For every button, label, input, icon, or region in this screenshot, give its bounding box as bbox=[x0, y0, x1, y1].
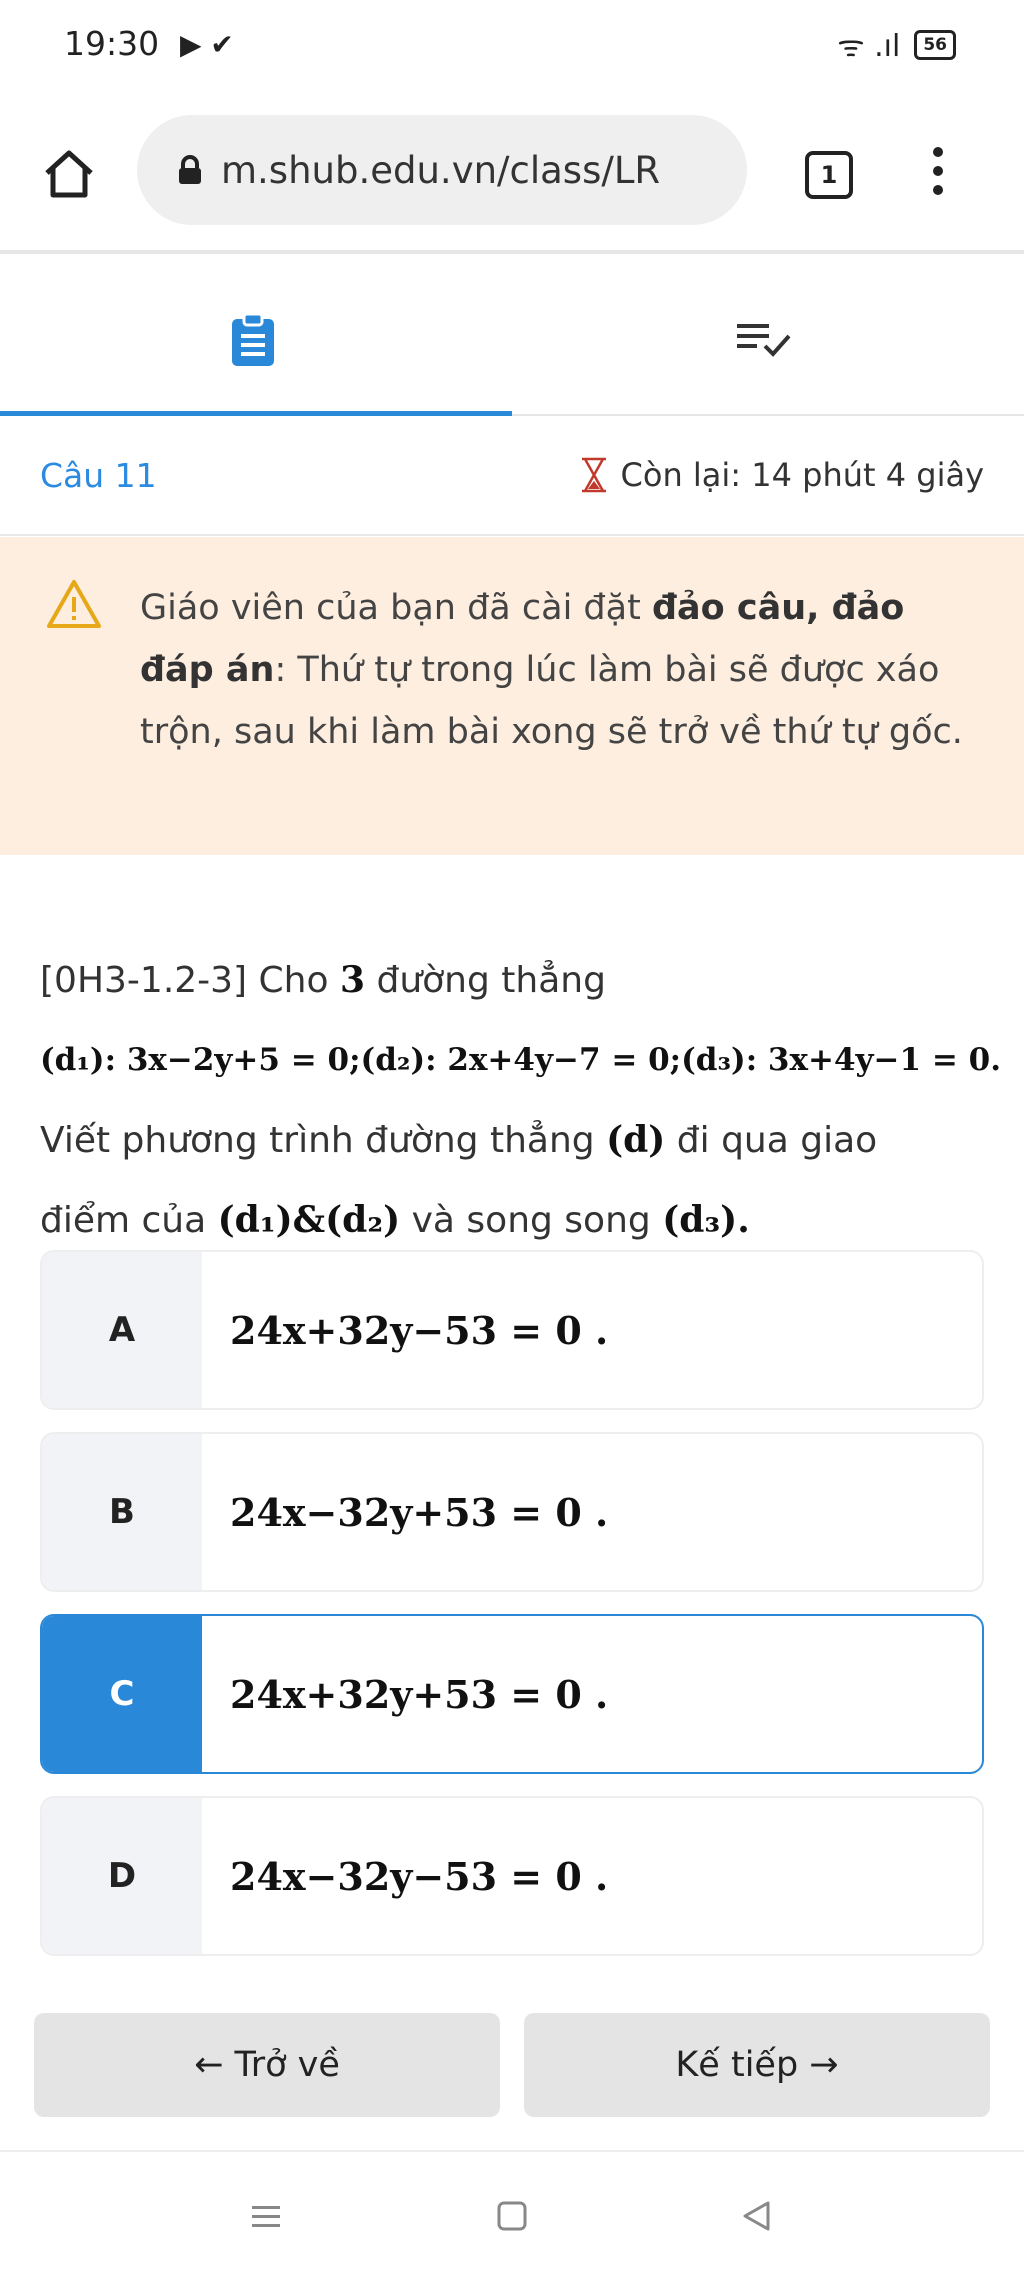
url-text: m.shub.edu.vn/class/LR bbox=[221, 148, 661, 192]
option-letter: C bbox=[42, 1616, 202, 1772]
question-text bbox=[40, 940, 1000, 1260]
url-field[interactable] bbox=[137, 115, 747, 225]
question-text-4: điểm của bbox=[40, 1200, 218, 1241]
question-intro-end: đường thẳng bbox=[365, 960, 606, 1001]
option-letter: B bbox=[42, 1434, 202, 1590]
option-answer: 24x+32y+53 = 0 . bbox=[230, 1671, 609, 1717]
question-d: (d) bbox=[606, 1119, 666, 1161]
question-text-5: và song song bbox=[400, 1200, 663, 1241]
option-answer: 24x+32y−53 = 0 . bbox=[230, 1307, 609, 1353]
next-button[interactable]: Kế tiếp → bbox=[524, 2013, 990, 2117]
system-nav-bar bbox=[0, 2150, 1024, 2278]
shuffle-notice bbox=[0, 537, 1024, 855]
timer-text: Còn lại: 14 phút 4 giây bbox=[620, 456, 984, 494]
status-bar bbox=[0, 0, 1024, 95]
option-b[interactable] bbox=[40, 1432, 984, 1592]
option-d[interactable] bbox=[40, 1796, 984, 1956]
tab-answer-list-icon[interactable] bbox=[735, 316, 795, 360]
tab-switcher-button[interactable]: 1 bbox=[805, 151, 853, 199]
question-lines-equations: (d₁): 3x−2y+5 = 0;(d₂): 2x+4y−7 = 0;(d₃): 3x+4y−1 = 0. bbox=[40, 1042, 1001, 1078]
back-button[interactable]: ← Trở về bbox=[34, 2013, 500, 2117]
hourglass-icon bbox=[579, 457, 609, 493]
option-answer: 24x−32y+53 = 0 . bbox=[230, 1489, 609, 1535]
question-d3: (d₃). bbox=[662, 1199, 750, 1241]
more-menu-icon[interactable] bbox=[930, 147, 946, 203]
question-number: Câu 11 bbox=[40, 456, 157, 495]
option-a[interactable] bbox=[40, 1250, 984, 1410]
signal-icon: ᯤ .ıl bbox=[837, 29, 901, 64]
tab-question-clipboard-icon[interactable] bbox=[230, 312, 276, 368]
back-nav-icon[interactable] bbox=[740, 2200, 772, 2232]
question-code: [0H3-1.2-3] Cho bbox=[40, 960, 340, 1001]
question-header bbox=[0, 416, 1024, 536]
status-right bbox=[837, 24, 956, 65]
browser-toolbar bbox=[0, 95, 1024, 254]
option-c[interactable] bbox=[40, 1614, 984, 1774]
media-status-icons: ▶ ✔ bbox=[180, 28, 234, 61]
option-letter: A bbox=[42, 1252, 202, 1408]
question-text-3: đi qua giao bbox=[665, 1120, 878, 1161]
option-answer: 24x−32y−53 = 0 . bbox=[230, 1853, 609, 1899]
home-nav-icon[interactable] bbox=[496, 2200, 528, 2232]
question-count: 3 bbox=[339, 959, 366, 1001]
notice-bold: đảo câu, đảo đáp án bbox=[140, 588, 905, 690]
notice-text bbox=[140, 577, 980, 763]
notice-prefix: Giáo viên của bạn đã cài đặt bbox=[140, 588, 652, 628]
status-time: 19:30 bbox=[64, 24, 160, 63]
recent-apps-icon[interactable] bbox=[250, 2200, 282, 2232]
view-tabbar bbox=[0, 254, 1024, 416]
lock-icon bbox=[177, 155, 203, 185]
notice-suffix: : Thứ tự trong lúc làm bài sẽ được xáo trộn, sau khi làm bài xong sẽ trở về thứ tự gốc. bbox=[140, 650, 963, 752]
option-letter: D bbox=[42, 1798, 202, 1954]
question-d12: (d₁)&(d₂) bbox=[217, 1199, 401, 1241]
countdown-timer bbox=[579, 456, 984, 494]
warning-icon bbox=[46, 579, 102, 629]
home-icon[interactable] bbox=[42, 147, 96, 201]
question-text-2: Viết phương trình đường thẳng bbox=[40, 1120, 607, 1161]
battery-icon: 56 bbox=[914, 30, 956, 60]
